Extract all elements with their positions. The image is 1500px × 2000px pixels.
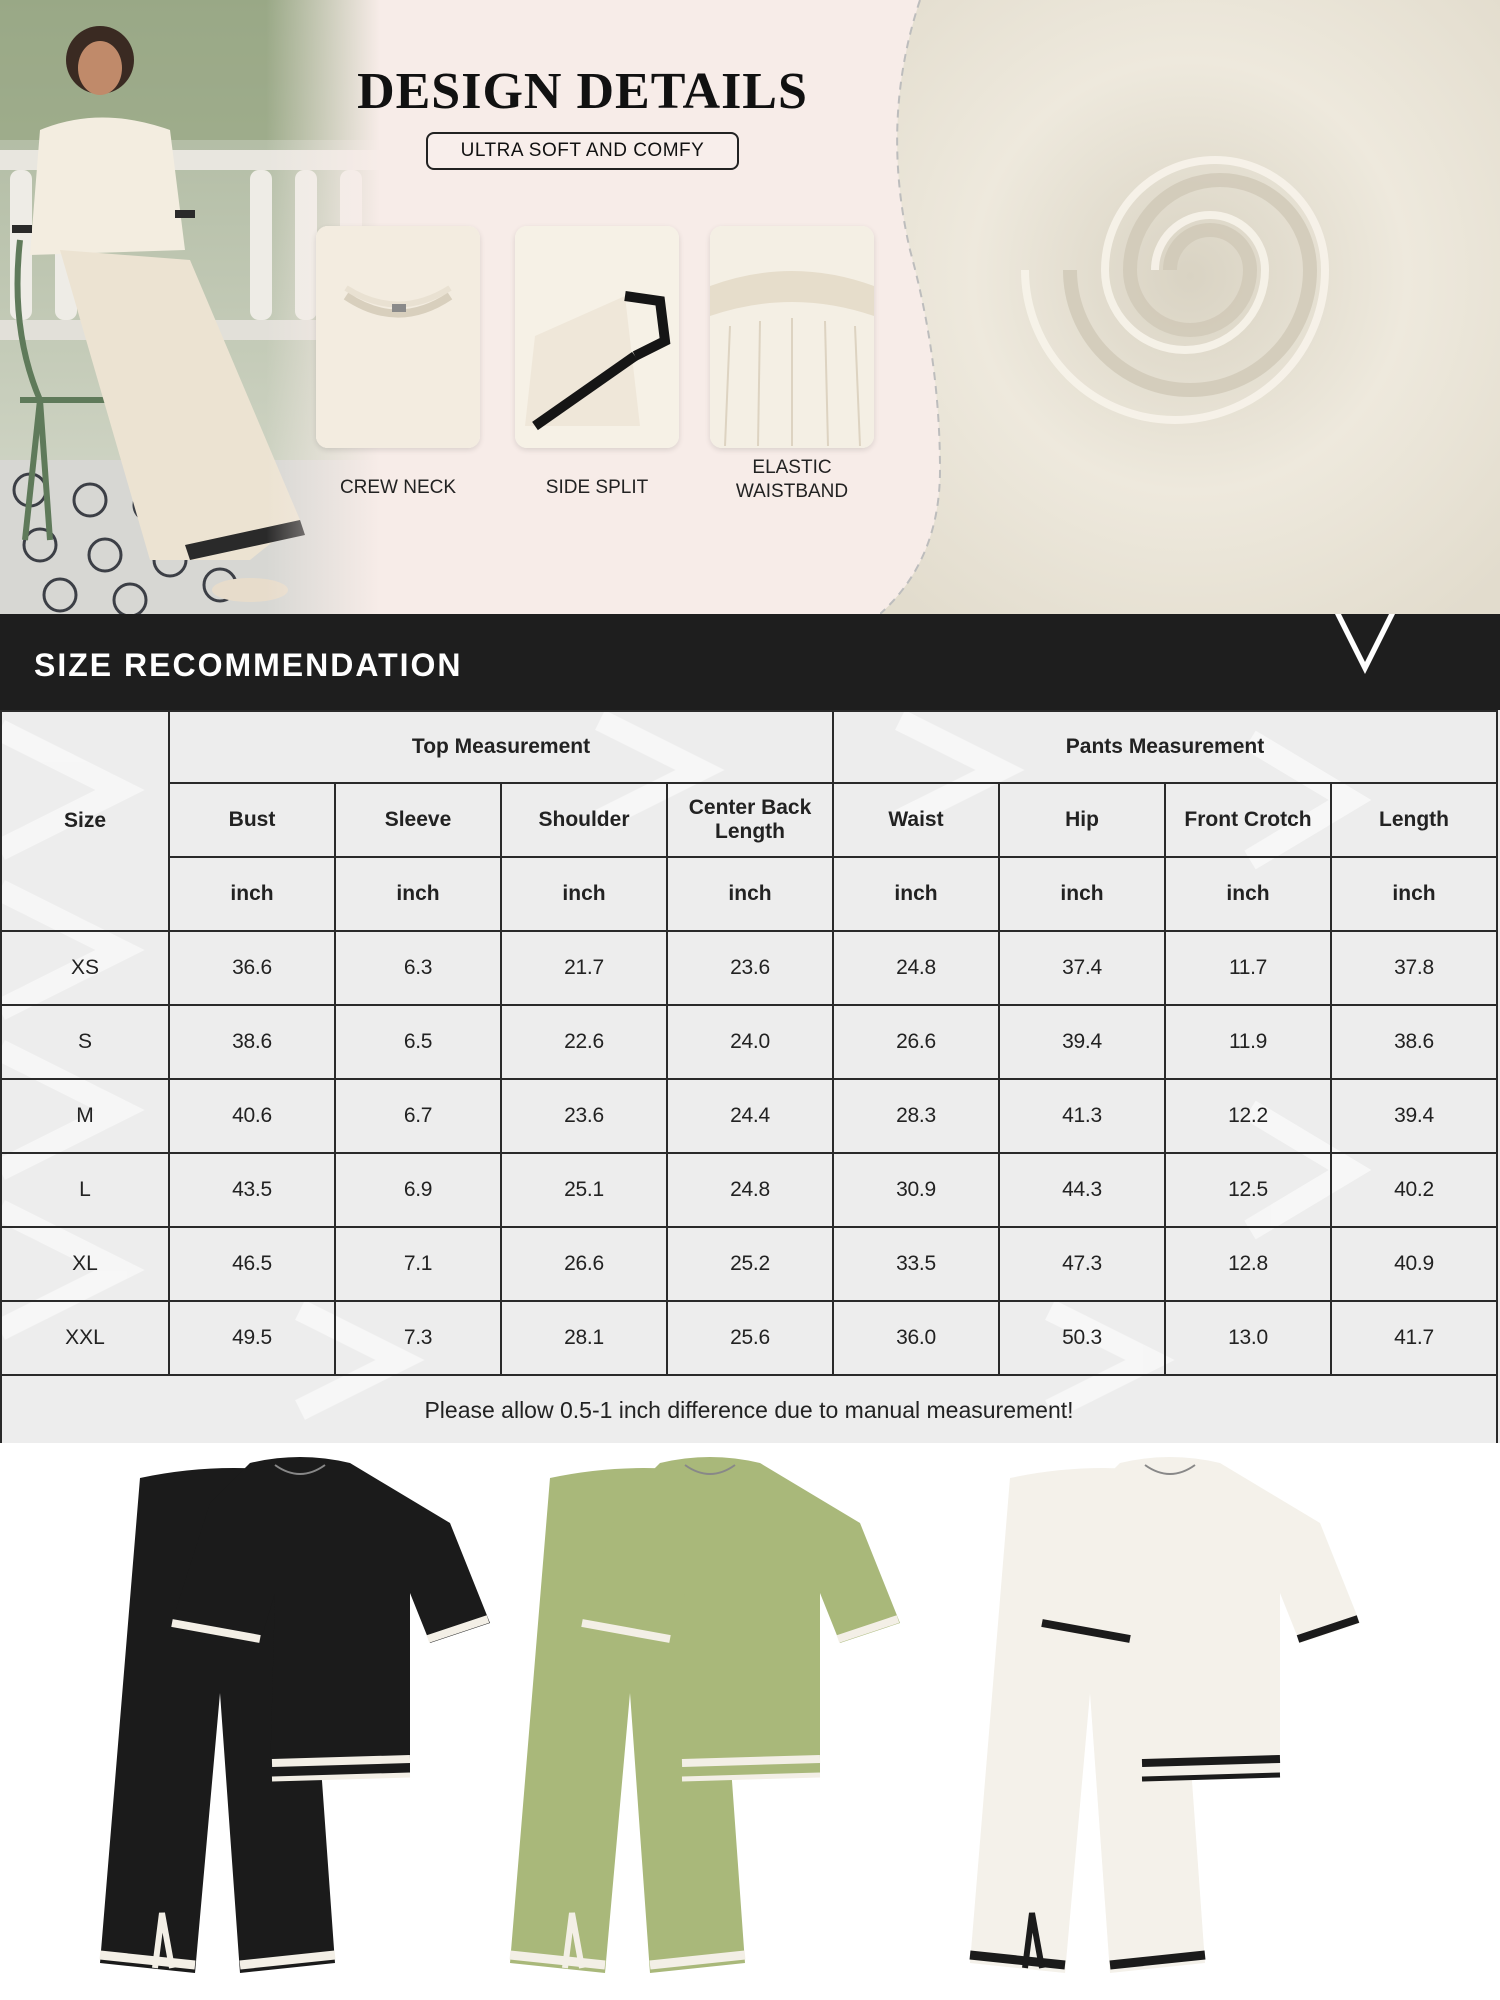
waistband-icon <box>710 226 874 448</box>
front-crotch-header: Front Crotch <box>1165 783 1331 857</box>
value-cell: 12.8 <box>1165 1227 1331 1301</box>
elastic-waistband-label <box>682 456 902 504</box>
value-cell: 33.5 <box>833 1227 999 1301</box>
value-cell: 6.7 <box>335 1079 501 1153</box>
table-row <box>1 1301 1497 1375</box>
value-cell: 44.3 <box>999 1153 1165 1227</box>
unit-cell: inch <box>169 857 335 931</box>
value-cell: 38.6 <box>169 1005 335 1079</box>
value-cell: 24.8 <box>667 1153 833 1227</box>
design-details-section <box>0 0 1500 614</box>
value-cell: 21.7 <box>501 931 667 1005</box>
value-cell: 37.8 <box>1331 931 1497 1005</box>
size-cell: XS <box>1 931 169 1005</box>
value-cell: 36.0 <box>833 1301 999 1375</box>
value-cell: 24.8 <box>833 931 999 1005</box>
center-back-line1: Center Back <box>688 796 812 819</box>
unit-cell: inch <box>1165 857 1331 931</box>
measurement-note: Please allow 0.5-1 inch difference due to manual measurement! <box>1 1375 1497 1443</box>
side-split-label: SIDE SPLIT <box>545 477 649 498</box>
size-chart <box>0 710 1500 1443</box>
elastic-waistband-label-line1: ELASTIC <box>752 457 832 478</box>
size-cell: XXL <box>1 1301 169 1375</box>
value-cell: 41.3 <box>999 1079 1165 1153</box>
value-cell: 26.6 <box>833 1005 999 1079</box>
sleeve-header: Sleeve <box>335 783 501 857</box>
value-cell: 25.6 <box>667 1301 833 1375</box>
value-cell: 28.3 <box>833 1079 999 1153</box>
table-row <box>1 1153 1497 1227</box>
unit-cell: inch <box>999 857 1165 931</box>
value-cell: 41.7 <box>1331 1301 1497 1375</box>
value-cell: 43.5 <box>169 1153 335 1227</box>
tee-hem-trim <box>682 1759 820 1763</box>
elastic-waistband-card <box>710 226 874 448</box>
value-cell: 23.6 <box>501 1079 667 1153</box>
value-cell: 49.5 <box>169 1301 335 1375</box>
unit-cell: inch <box>335 857 501 931</box>
top-measurement-header: Top Measurement <box>169 711 833 783</box>
size-cell: L <box>1 1153 169 1227</box>
comfort-badge: ULTRA SOFT AND COMFY <box>426 132 739 170</box>
value-cell: 38.6 <box>1331 1005 1497 1079</box>
fabric-swirl-photo <box>880 0 1500 614</box>
side-split-icon <box>515 226 679 448</box>
value-cell: 23.6 <box>667 931 833 1005</box>
hip-header: Hip <box>999 783 1165 857</box>
unit-cell: inch <box>667 857 833 931</box>
table-row <box>1 931 1497 1005</box>
size-cell: S <box>1 1005 169 1079</box>
value-cell: 46.5 <box>169 1227 335 1301</box>
value-cell: 7.1 <box>335 1227 501 1301</box>
product-color-variants <box>0 1443 1500 2000</box>
unit-cell: inch <box>1331 857 1497 931</box>
value-cell: 37.4 <box>999 931 1165 1005</box>
chevron-down-icon <box>1335 614 1395 674</box>
tee-shirt <box>580 1457 900 1778</box>
pants-measurement-header: Pants Measurement <box>833 711 1497 783</box>
value-cell: 24.0 <box>667 1005 833 1079</box>
unit-cell: inch <box>833 857 999 931</box>
table-row <box>1 1005 1497 1079</box>
shoulder-header: Shoulder <box>501 783 667 857</box>
length-header: Length <box>1331 783 1497 857</box>
elastic-waistband-label-line2: WAISTBAND <box>735 481 849 502</box>
size-cell: XL <box>1 1227 169 1301</box>
value-cell: 30.9 <box>833 1153 999 1227</box>
side-split-card <box>515 226 679 448</box>
value-cell: 36.6 <box>169 931 335 1005</box>
unit-row <box>1 857 1497 931</box>
waist-header: Waist <box>833 783 999 857</box>
value-cell: 12.2 <box>1165 1079 1331 1153</box>
value-cell: 6.9 <box>335 1153 501 1227</box>
value-cell: 50.3 <box>999 1301 1165 1375</box>
value-cell: 12.5 <box>1165 1153 1331 1227</box>
tee-hem-trim <box>1142 1759 1280 1763</box>
crew-neck-label: CREW NECK <box>339 477 457 498</box>
sage-set <box>510 1457 900 1973</box>
value-cell: 39.4 <box>999 1005 1165 1079</box>
unit-cell: inch <box>501 857 667 931</box>
center-back-line2: Length <box>715 820 785 843</box>
tee-shirt <box>170 1457 490 1778</box>
value-cell: 6.5 <box>335 1005 501 1079</box>
value-cell: 40.2 <box>1331 1153 1497 1227</box>
table-row <box>1 1079 1497 1153</box>
value-cell: 25.1 <box>501 1153 667 1227</box>
value-cell: 25.2 <box>667 1227 833 1301</box>
value-cell: 24.4 <box>667 1079 833 1153</box>
design-details-title: DESIGN DETAILS <box>357 63 808 120</box>
value-cell: 40.9 <box>1331 1227 1497 1301</box>
value-cell: 47.3 <box>999 1227 1165 1301</box>
black-set <box>100 1457 490 1973</box>
tee-shirt <box>1040 1457 1360 1778</box>
size-cell: M <box>1 1079 169 1153</box>
value-cell: 11.9 <box>1165 1005 1331 1079</box>
value-cell: 40.6 <box>169 1079 335 1153</box>
size-recommendation-title: SIZE RECOMMENDATION <box>34 647 463 683</box>
value-cell: 13.0 <box>1165 1301 1331 1375</box>
outfit-illustrations <box>0 1443 1500 2000</box>
center-back-length-header <box>667 783 833 857</box>
value-cell: 39.4 <box>1331 1079 1497 1153</box>
value-cell: 22.6 <box>501 1005 667 1079</box>
table-row <box>1 1227 1497 1301</box>
tee-hem-trim <box>272 1759 410 1763</box>
size-table <box>0 710 1498 1443</box>
value-cell: 26.6 <box>501 1227 667 1301</box>
value-cell: 6.3 <box>335 931 501 1005</box>
size-column-header: Size <box>1 711 169 931</box>
value-cell: 11.7 <box>1165 931 1331 1005</box>
crew-neck-icon <box>316 226 480 448</box>
crew-neck-card <box>316 226 480 448</box>
value-cell: 28.1 <box>501 1301 667 1375</box>
value-cell: 7.3 <box>335 1301 501 1375</box>
cream-set <box>970 1457 1360 1973</box>
size-recommendation-header <box>0 614 1500 710</box>
bust-header: Bust <box>169 783 335 857</box>
